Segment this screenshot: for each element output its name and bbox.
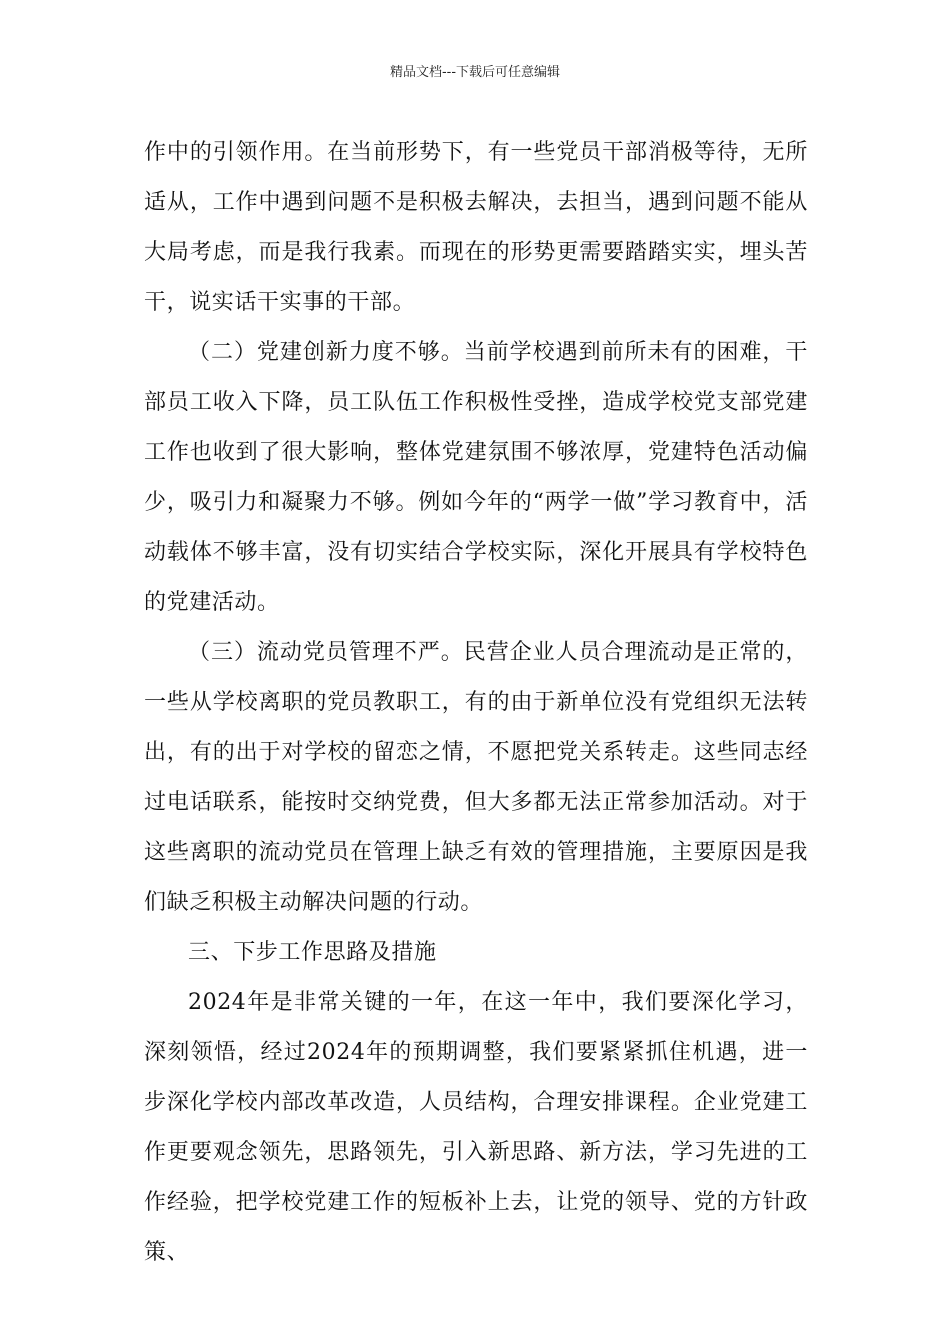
document-body xyxy=(144,128,808,1278)
paragraph-innovation: （二）党建创新力度不够。当前学校遇到前所未有的困难，干部员工收入下降，员工队伍工作积极性受挫，造成学校党支部党建工作也收到了很大影响，整体党建氛围不够浓厚，党建特色活动偏少，吸引力和凝聚力不够。例如今年的“两学一做”学习教育中，活动载体不够丰富，没有切实结合学校实际，深化开展具有学校特色的党建活动。 xyxy=(144,340,808,615)
section-heading: 三、下步工作思路及措施 xyxy=(188,940,437,965)
paragraph-mobile-members: （三）流动党员管理不严。民营企业人员合理流动是正常的，一些从学校离职的党员教职工，有的由于新单位没有党组织无法转出，有的出于对学校的留恋之情，不愿把党关系转走。这些同志经过电话联系，能按时交纳党费，但大多都无法正常参加活动。对于这些离职的流动党员在管理上缺乏有效的管理措施，主要原因是我们缺乏积极主动解决问题的行动。 xyxy=(144,640,808,915)
paragraph-continuation: 作中的引领作用。在当前形势下，有一些党员干部消极等待，无所适从，工作中遇到问题不是积极去解决，去担当，遇到问题不能从大局考虑，而是我行我素。而现在的形势更需要踏踏实实，埋头苦干，说实话干实事的干部。 xyxy=(144,140,808,315)
paragraph-plan: 2024年是非常关键的一年，在这一年中，我们要深化学习，深刻领悟，经过2024年的预期调整，我们要紧紧抓住机遇，进一步深化学校内部改革改造，人员结构，合理安排课程。企业党建工作更要观念领先，思路领先，引入新思路、新方法，学习先进的工作经验，把学校党建工作的短板补上去，让党的领导、党的方针政策、 xyxy=(144,990,808,1265)
page-header: 精品文档---下载后可任意编辑 xyxy=(389,65,561,80)
